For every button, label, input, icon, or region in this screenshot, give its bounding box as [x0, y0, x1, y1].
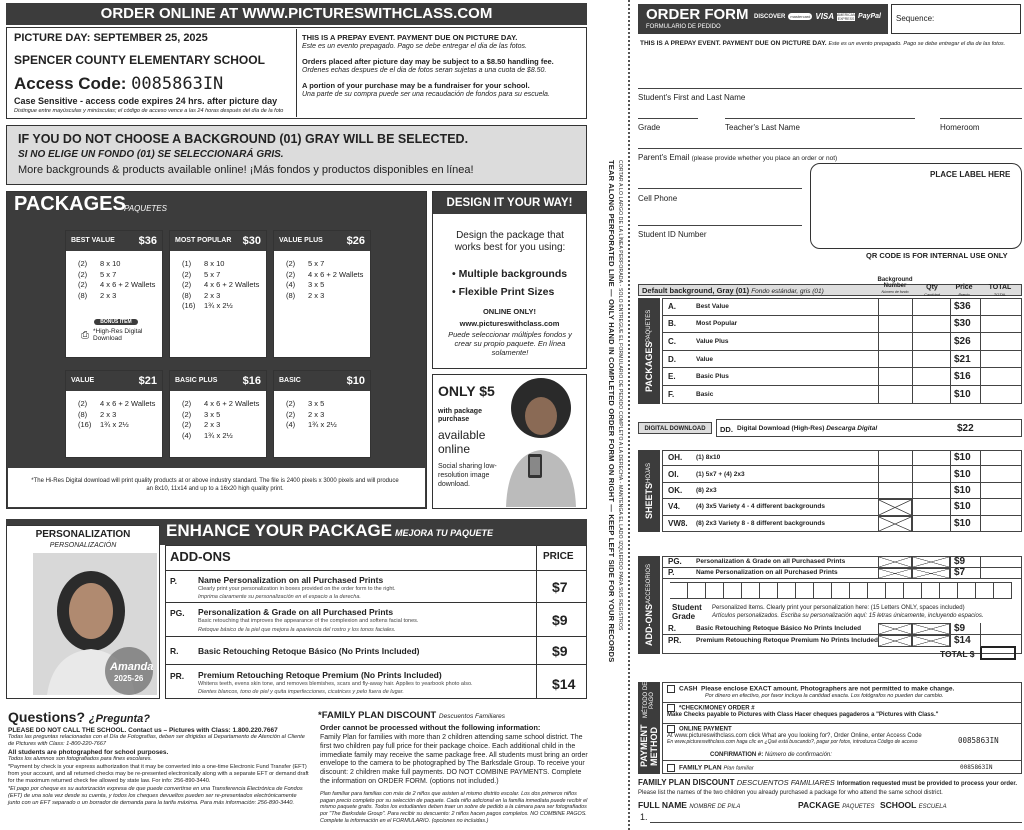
order-row[interactable]: [662, 351, 1021, 369]
crossed-cell: [878, 516, 912, 532]
row-price: $9: [954, 555, 966, 567]
grade-field[interactable]: Grade: [638, 123, 661, 132]
order-row[interactable]: [662, 316, 1021, 334]
row-code: R.: [668, 624, 676, 633]
crossed-cell: [912, 623, 950, 635]
total-label: TOTAL $: [940, 649, 975, 659]
full-name-col: FULL NAME NOMBRE DE PILA: [638, 800, 741, 810]
student-id-field[interactable]: Student ID Number: [638, 230, 707, 239]
order-row[interactable]: [662, 516, 1021, 532]
addon-row-p: P. Name Personalization on all Purchased Prints Clearly print your personalization in boxes provided on the order form to the right. Imprima claramente su personalización en el espacio a la derecha. $7: [165, 570, 587, 602]
order-row[interactable]: [662, 450, 1021, 466]
design-title: DESIGN IT YOUR WAY!: [433, 192, 586, 214]
row-name: (8) 2x3: [696, 486, 717, 494]
family-body: Family Plan for families with more than 2 children attending same school district. The first two children pay full price for their package choice. Each additional child in the immediate family may receive the same package free. All students must bring an order envelope to the camera to be photographed by The Barksdale Group. To receive your discount: 2 children make full payments. DO NOT COMBINE PAYMENTS. Complete the information on ORDER FORM. (options not included.): [320, 734, 588, 785]
row-name: Value Plus: [696, 337, 729, 345]
bg-title-es: SI NO ELIGE UN FONDO (01) SE SELECCIONARÁ GRIS.: [18, 149, 284, 160]
questions-title: Questions? ¿Pregunta?: [8, 709, 151, 725]
packages-footnote: *The Hi-Res Digital download will print quality products at or above industry standard. The file is 2400 pixels x 3000 pixels and will produce an 8x10, 11x14 and up to a 16x20 high quality print.: [31, 478, 399, 492]
row-price: $9: [954, 623, 966, 634]
row-price: $21: [954, 353, 971, 365]
row-code: OI.: [668, 469, 679, 479]
picture-day: PICTURE DAY: SEPTEMBER 25, 2025: [14, 32, 208, 44]
row-code: D.: [668, 354, 676, 364]
addons-title: ADD-ONS: [170, 549, 231, 564]
order-row[interactable]: [662, 556, 1021, 568]
student-grade-label: Student Grade: [672, 603, 702, 621]
package-basic-plus: BASIC PLUS $16 (2) 4 x 6 + 2 Wallets (2) 3 x 5 (2) 2 x 3 (4) 1¾ x 2½: [169, 370, 267, 458]
student-phone-photo: [498, 376, 584, 507]
family-sub: Order cannot be processed without the following information:: [320, 723, 541, 732]
col-bg: Background Number Número de fondo: [877, 277, 913, 294]
package-price: $26: [346, 235, 365, 247]
only5-avail: available online: [438, 428, 486, 456]
access-label: Access Code:: [14, 74, 127, 93]
bonus-text: *High-Res Digital Download: [93, 328, 143, 342]
label-text: PLACE LABEL HERE: [930, 170, 1011, 179]
order-row[interactable]: [662, 568, 1021, 580]
notes: [302, 33, 582, 99]
bonus-badge: BONUS ITEM: [94, 319, 138, 325]
bg-title: IF YOU DO NOT CHOOSE A BACKGROUND (01) GRAY WILL BE SELECTED.: [18, 132, 469, 146]
package-name: BASIC PLUS: [175, 377, 218, 384]
row-price: $16: [954, 371, 971, 383]
crossed-cell: [878, 635, 912, 647]
row-code: B.: [668, 319, 676, 329]
addons-side-label: ADD-ONS ACCESORIOS: [638, 556, 660, 654]
row-name: Value: [696, 355, 713, 363]
row-name: (1) 8x10: [696, 454, 721, 462]
row-code: P.: [668, 568, 675, 578]
addon-row-pr: PR. Premium Retouching Retoque Premium (No Prints Included) Whitens teeth, evens skin tone, and removes blemishes, scars and fly-away hair. Applies to yearbook photo also. Dientes blancos, tono de piel y quita imperfecciones, cicatrices y pelo fuera de lugar. $14: [165, 664, 587, 699]
row-price: $26: [954, 335, 971, 347]
payment-side-label: PAYMENT METHOD MÉTODO DE PAGO: [638, 682, 660, 774]
row-name: Personalization & Grade on all Purchased Prints: [696, 557, 846, 565]
package-price: $21: [138, 375, 157, 387]
row-name: Name Personalization on all Purchased Prints: [696, 569, 838, 577]
row-price: $10: [954, 484, 971, 496]
homeroom-field[interactable]: Homeroom: [940, 123, 980, 132]
order-row[interactable]: [662, 298, 1021, 316]
sg-note: Personalized Items. Clearly print your personalization here: (15 Letters ONLY, spaces included) Artículos personalizados. Escriba su personalización aquí: 15 letras únicamente, incluyendo espacios.: [712, 605, 984, 619]
access-code-value: 0085863IN: [131, 74, 224, 94]
case-note-es: Distingue entre mayúsculas y minúsculas; el código de acceso vence a las 24 horas después del día de la foto: [14, 108, 284, 114]
addon-row-r: R. Basic Retouching Retoque Básico (No Prints Included) $9: [165, 636, 587, 664]
payment-icons: [754, 12, 881, 21]
crossed-cell: [878, 568, 912, 580]
access-code: [14, 74, 223, 94]
row-name: (1) 5x7 + (4) 2x3: [696, 470, 745, 478]
enhance-title-es: MEJORA TU PAQUETE: [395, 528, 494, 538]
package-price: $30: [242, 235, 261, 247]
addon-row-pg: PG. Personalization & Grade on all Purchased Prints Basic retouching that improves the appearance of the complexion and softens facial tones. Retoque básico de la piel que mejora la apariencia del rostro y los tonos faciales. $9: [165, 602, 587, 636]
row-code: PG.: [668, 556, 682, 566]
family-plan-code: 0085863IN: [960, 764, 993, 771]
row-name: (4) 3x5 Variety 4 - 4 different backgrounds: [696, 503, 825, 511]
package-best-value: BEST VALUE $36 (2) 8 x 10 (2) 5 x 7 (2) 4 x 6 + 2 Wallets (8) 2 x 3 BONUS ITEM ⎙ *High-Res Digital Download: [65, 230, 163, 358]
visa-icon: VISA: [815, 12, 835, 21]
teacher-field[interactable]: Teacher's Last Name: [725, 123, 800, 132]
prepay-note: THIS IS A PREPAY EVENT. PAYMENT DUE ON PICTURE DAY.: [302, 33, 518, 42]
online-option[interactable]: ONLINE PAYMENT At www.pictureswithclass.com click What are you looking for?, Order Online, enter Access Code En www.pictureswithclass.com haga clic en ¿Qué está buscando?, pagar por fotos, introduzca Código de acceso: [667, 726, 922, 745]
package-name: VALUE: [71, 377, 95, 384]
late-note-es: Ordenes echas despues de el dia de fotos seran sujetas a una cuota de $8.50.: [302, 67, 547, 74]
school-col: SCHOOL ESCUELA: [880, 800, 947, 810]
row-price: $10: [954, 501, 971, 513]
design-intro: Design the package that works best for you using:: [454, 230, 566, 253]
design-es: Puede seleccionar múltiples fondos y crear su propio paquete. En línea solamente!: [448, 330, 572, 357]
design-bullet-2: • Flexible Print Sizes: [452, 286, 555, 298]
student-name-field[interactable]: Student's First and Last Name: [638, 93, 746, 102]
row-name: (8) 2x3 Variety 8 - 8 different backgrounds: [696, 519, 825, 527]
dd-row[interactable]: DD. Digital Download (High-Res) Descarga Digital $22: [716, 419, 1022, 437]
only5-title: ONLY $5: [438, 383, 495, 399]
paypal-icon: PayPal: [858, 13, 881, 20]
row-price: $30: [954, 318, 971, 330]
case-note: Case Sensitive - access code expires 24 hrs. after picture day: [14, 96, 278, 106]
family-plan-option[interactable]: FAMILY PLAN Plan familiar: [667, 764, 754, 772]
order-row[interactable]: [662, 483, 1021, 499]
package-name: BASIC: [279, 377, 301, 384]
photo-name: Amanda: [110, 661, 154, 673]
questions-body: PLEASE DO NOT CALL THE SCHOOL. Contact us – Pictures with Class: 1.800.220.7667 Todas las preguntas relacionadas con el Día de Fotografías, deben ser dirigidas al Departamento de Atención al Cliente de Pictures with Class: 1-800-220-7667 All students are photographed for school purposes. Todos los alumnos son fotografiados para fines escolares. *Payment by check is your express authorization that it may be converted into a one-time Electronic Fund Transfer (EFT) from your account, and all returned checks may be re-presented electronically along with a separate EFT or demand draft for the maximum returned check fee allowed by state law. For info: 256-890-3440. *El pago por cheque es su autorización expresa de que puede convertirse en una Transferencia Electrónica de Fondos (EFT) de una sola vez desde su cuenta, y todos los cheques devueltos pueden ser re-presentados electrónicamente junto con un EFT separado o un borrador de demanda para la tarifa máxima. Para más información: 256-890-3440.: [8, 727, 309, 806]
package-price: $10: [346, 375, 365, 387]
row-price: $10: [954, 452, 971, 464]
cash-option[interactable]: CASH Please enclose EXACT amount. Photographers are not permitted to make change. Por dinero en efectivo, por favor incluya la cantidad exacta. Los fotógrafos no pueden dar cambio.: [667, 685, 1017, 699]
cell-field[interactable]: Cell Phone: [638, 194, 678, 203]
package-value-plus: VALUE PLUS $26 (2) 5 x 7 (2) 4 x 6 + 2 Wallets (4) 3 x 5 (8) 2 x 3: [273, 230, 371, 358]
row-name: Premium Retouching Retoque Premium No Prints Included: [696, 637, 879, 644]
photo-year: 2025-26: [114, 674, 144, 683]
crossed-cell: [912, 556, 950, 568]
crossed-cell: [878, 556, 912, 568]
fpd-title: FAMILY PLAN DISCOUNT DESCUENTOS FAMILIARES Information requested must be provided to process your order.: [638, 778, 1018, 787]
amex-icon: AMERICAN EXPRESS: [837, 12, 856, 21]
row-code: C.: [668, 336, 676, 346]
row-name: Most Popular: [696, 320, 738, 328]
row-code: F.: [668, 389, 675, 399]
row-price: $10: [954, 468, 971, 480]
total-box[interactable]: [980, 646, 1016, 660]
row-code: VW8.: [668, 518, 688, 528]
school-name: SPENCER COUNTY ELEMENTARY SCHOOL: [14, 53, 265, 67]
crossed-cell: [912, 568, 950, 580]
package-name: MOST POPULAR: [175, 237, 232, 244]
tear-instructions-es: CORTAR A LO LARGO DE LA LÍNEA PERFORADA - SOLO ENTREGUE EL FORMULARIO DE PEDIDO COMPLETO A LA DERECHA - MANTENGA EL LADO IZQUIERDO PARA SUS REGISTROS: [617, 160, 623, 631]
order-row[interactable]: [662, 623, 1021, 635]
packages-side-label: PACKAGES PAQUETES: [638, 298, 660, 404]
row-name: Basic: [696, 390, 714, 398]
email-field[interactable]: Parent's Email (please provide whether you place an order or not): [638, 153, 838, 162]
order-form-title: ORDER FORM: [646, 6, 749, 23]
confirmation-label: CONFIRMATION #: Número de confirmación:: [710, 752, 832, 758]
only5-sub: with package purchase: [438, 408, 482, 423]
family-title: *FAMILY PLAN DISCOUNT Descuentos Familiares: [318, 710, 505, 721]
order-row[interactable]: [662, 386, 1021, 404]
crossed-cell: [878, 623, 912, 635]
order-row[interactable]: [662, 368, 1021, 386]
row-code: PR.: [668, 636, 682, 645]
order-row[interactable]: [662, 635, 1021, 647]
row-name: Basic Plus: [696, 373, 729, 381]
dd-label: DIGITAL DOWNLOAD: [638, 422, 712, 434]
package-most-popular: MOST POPULAR $30 (1) 8 x 10 (2) 5 x 7 (2) 4 x 6 + 2 Wallets (8) 2 x 3 (16) 1¾ x 2½: [169, 230, 267, 358]
check-option[interactable]: *CHECK/MONEY ORDER # Make Checks payable to Pictures with Class Hacer cheques pagaderos a "Pictures with Class.": [667, 705, 939, 718]
sheets-side-label: SHEETS HOJAS: [638, 450, 660, 532]
row-name: Best Value: [696, 302, 729, 310]
row-code: OH.: [668, 453, 683, 463]
default-bg: Default background, Gray (01) Fondo estándar, gris (01): [642, 286, 824, 295]
row-price: $14: [954, 635, 971, 646]
col-price: Price Precio: [955, 284, 973, 297]
prepay-note-es: Este es un evento prepagado. Pago se debe entregar el dia de las fotos.: [302, 43, 527, 50]
packages-title-es: PAQUETES: [124, 204, 167, 213]
order-online-banner: ORDER ONLINE AT WWW.PICTURESWITHCLASS.COM: [6, 3, 587, 25]
price-title: PRICE: [543, 551, 574, 562]
personalization-title-es: PERSONALIZACIÓN: [49, 542, 117, 549]
personalization-title: PERSONALIZATION: [35, 529, 131, 540]
bg-more: More backgrounds & products available online! ¡Más fondos y productos disponibles en línea!: [18, 164, 474, 176]
row-price: $7: [954, 567, 966, 579]
sequence-label: Sequence:: [896, 14, 935, 23]
packages-title: PACKAGES: [14, 193, 126, 215]
fund-note-es: Una parte de su compra puede ser una recaudación de fondos para su escuela.: [302, 91, 550, 98]
order-row[interactable]: [662, 333, 1021, 351]
row-price: $10: [954, 517, 971, 529]
order-prepay: THIS IS A PREPAY EVENT. PAYMENT DUE ON PICTURE DAY. Este es un evento prepagado. Pago se debe entregar el dia de las fotos.: [640, 40, 1006, 47]
row-code: A.: [668, 301, 676, 311]
row-price: $36: [954, 300, 971, 312]
only5-note: Social sharing low-resolution image download.: [438, 463, 497, 488]
family-body-es: Plan familiar para familias con más de 2 niños que asisten al mismo distrito escolar. Los dos primeros niños pagan precio completo por su selección de paquete. Cada niño adicional en la familia inmediata puede recibir el mismo paquete gratis. Todos los estudiantes deben traer un sobre de pedido a la cámara para ser fotografiados por "The Barksdale Group". Para recibir su descuento: 2 niños hacen pagos completos. NO COMBINE PAGOS. Complete la información en el FORMULARIO. (opciones no incluidas.): [320, 791, 588, 824]
design-url[interactable]: www.pictureswithclass.com: [459, 319, 560, 328]
package-basic: BASIC $10 (2) 3 x 5 (2) 2 x 3 (4) 1¾ x 2½: [273, 370, 371, 458]
enhance-title: ENHANCE YOUR PACKAGE: [166, 521, 393, 540]
crossed-cell: [878, 499, 912, 515]
crossed-cell: [912, 635, 950, 647]
design-online: ONLINE ONLY!: [482, 307, 537, 316]
package-price: $16: [242, 375, 261, 387]
package-name: BEST VALUE: [71, 237, 115, 244]
fund-note: A portion of your purchase may be a fundraiser for your school.: [302, 81, 530, 90]
col-total: TOTAL TOTAL: [988, 284, 1012, 297]
row-code: OK.: [668, 485, 683, 495]
row-name: Basic Retouching Retoque Básico No Prints Included: [696, 625, 862, 632]
discover-icon: DISCOVER: [754, 13, 786, 20]
fpd-sub: Please list the names of the two children you already purchased a package for who attend the same school district.: [638, 790, 943, 796]
family-row-1[interactable]: 1.: [640, 812, 648, 822]
order-row[interactable]: [662, 466, 1021, 482]
order-form-title-es: FORMULARIO DE PEDIDO: [646, 24, 721, 30]
package-price: $36: [138, 235, 157, 247]
package-name: VALUE PLUS: [279, 237, 323, 244]
mastercard-icon: mastercard: [790, 14, 811, 19]
col-qty: Qty Cantidad: [923, 284, 940, 297]
download-icon: ⎙: [81, 329, 89, 341]
online-code: 0085863IN: [958, 736, 999, 745]
row-price: $10: [954, 388, 971, 400]
qr-note: QR CODE IS FOR INTERNAL USE ONLY: [866, 251, 1008, 260]
design-bullet-1: • Multiple backgrounds: [452, 268, 568, 280]
tear-instructions: TEAR ALONG PERFORATED LINE — ONLY HAND IN COMPLETED ORDER FORM ON RIGHT — KEEP LEFT SIDE FOR YOUR RECORDS: [607, 160, 616, 663]
package-col: PACKAGE PAQUETES: [798, 800, 875, 810]
package-value: VALUE $21 (2) 4 x 6 + 2 Wallets (8) 2 x 3 (16) 1¾ x 2½: [65, 370, 163, 458]
order-row[interactable]: [662, 499, 1021, 515]
row-code: E.: [668, 372, 676, 382]
row-code: V4.: [668, 502, 681, 512]
letter-boxes[interactable]: [670, 582, 1012, 599]
perforated-line: [628, 0, 630, 830]
late-note: Orders placed after picture day may be subject to a $8.50 handling fee.: [302, 57, 554, 66]
